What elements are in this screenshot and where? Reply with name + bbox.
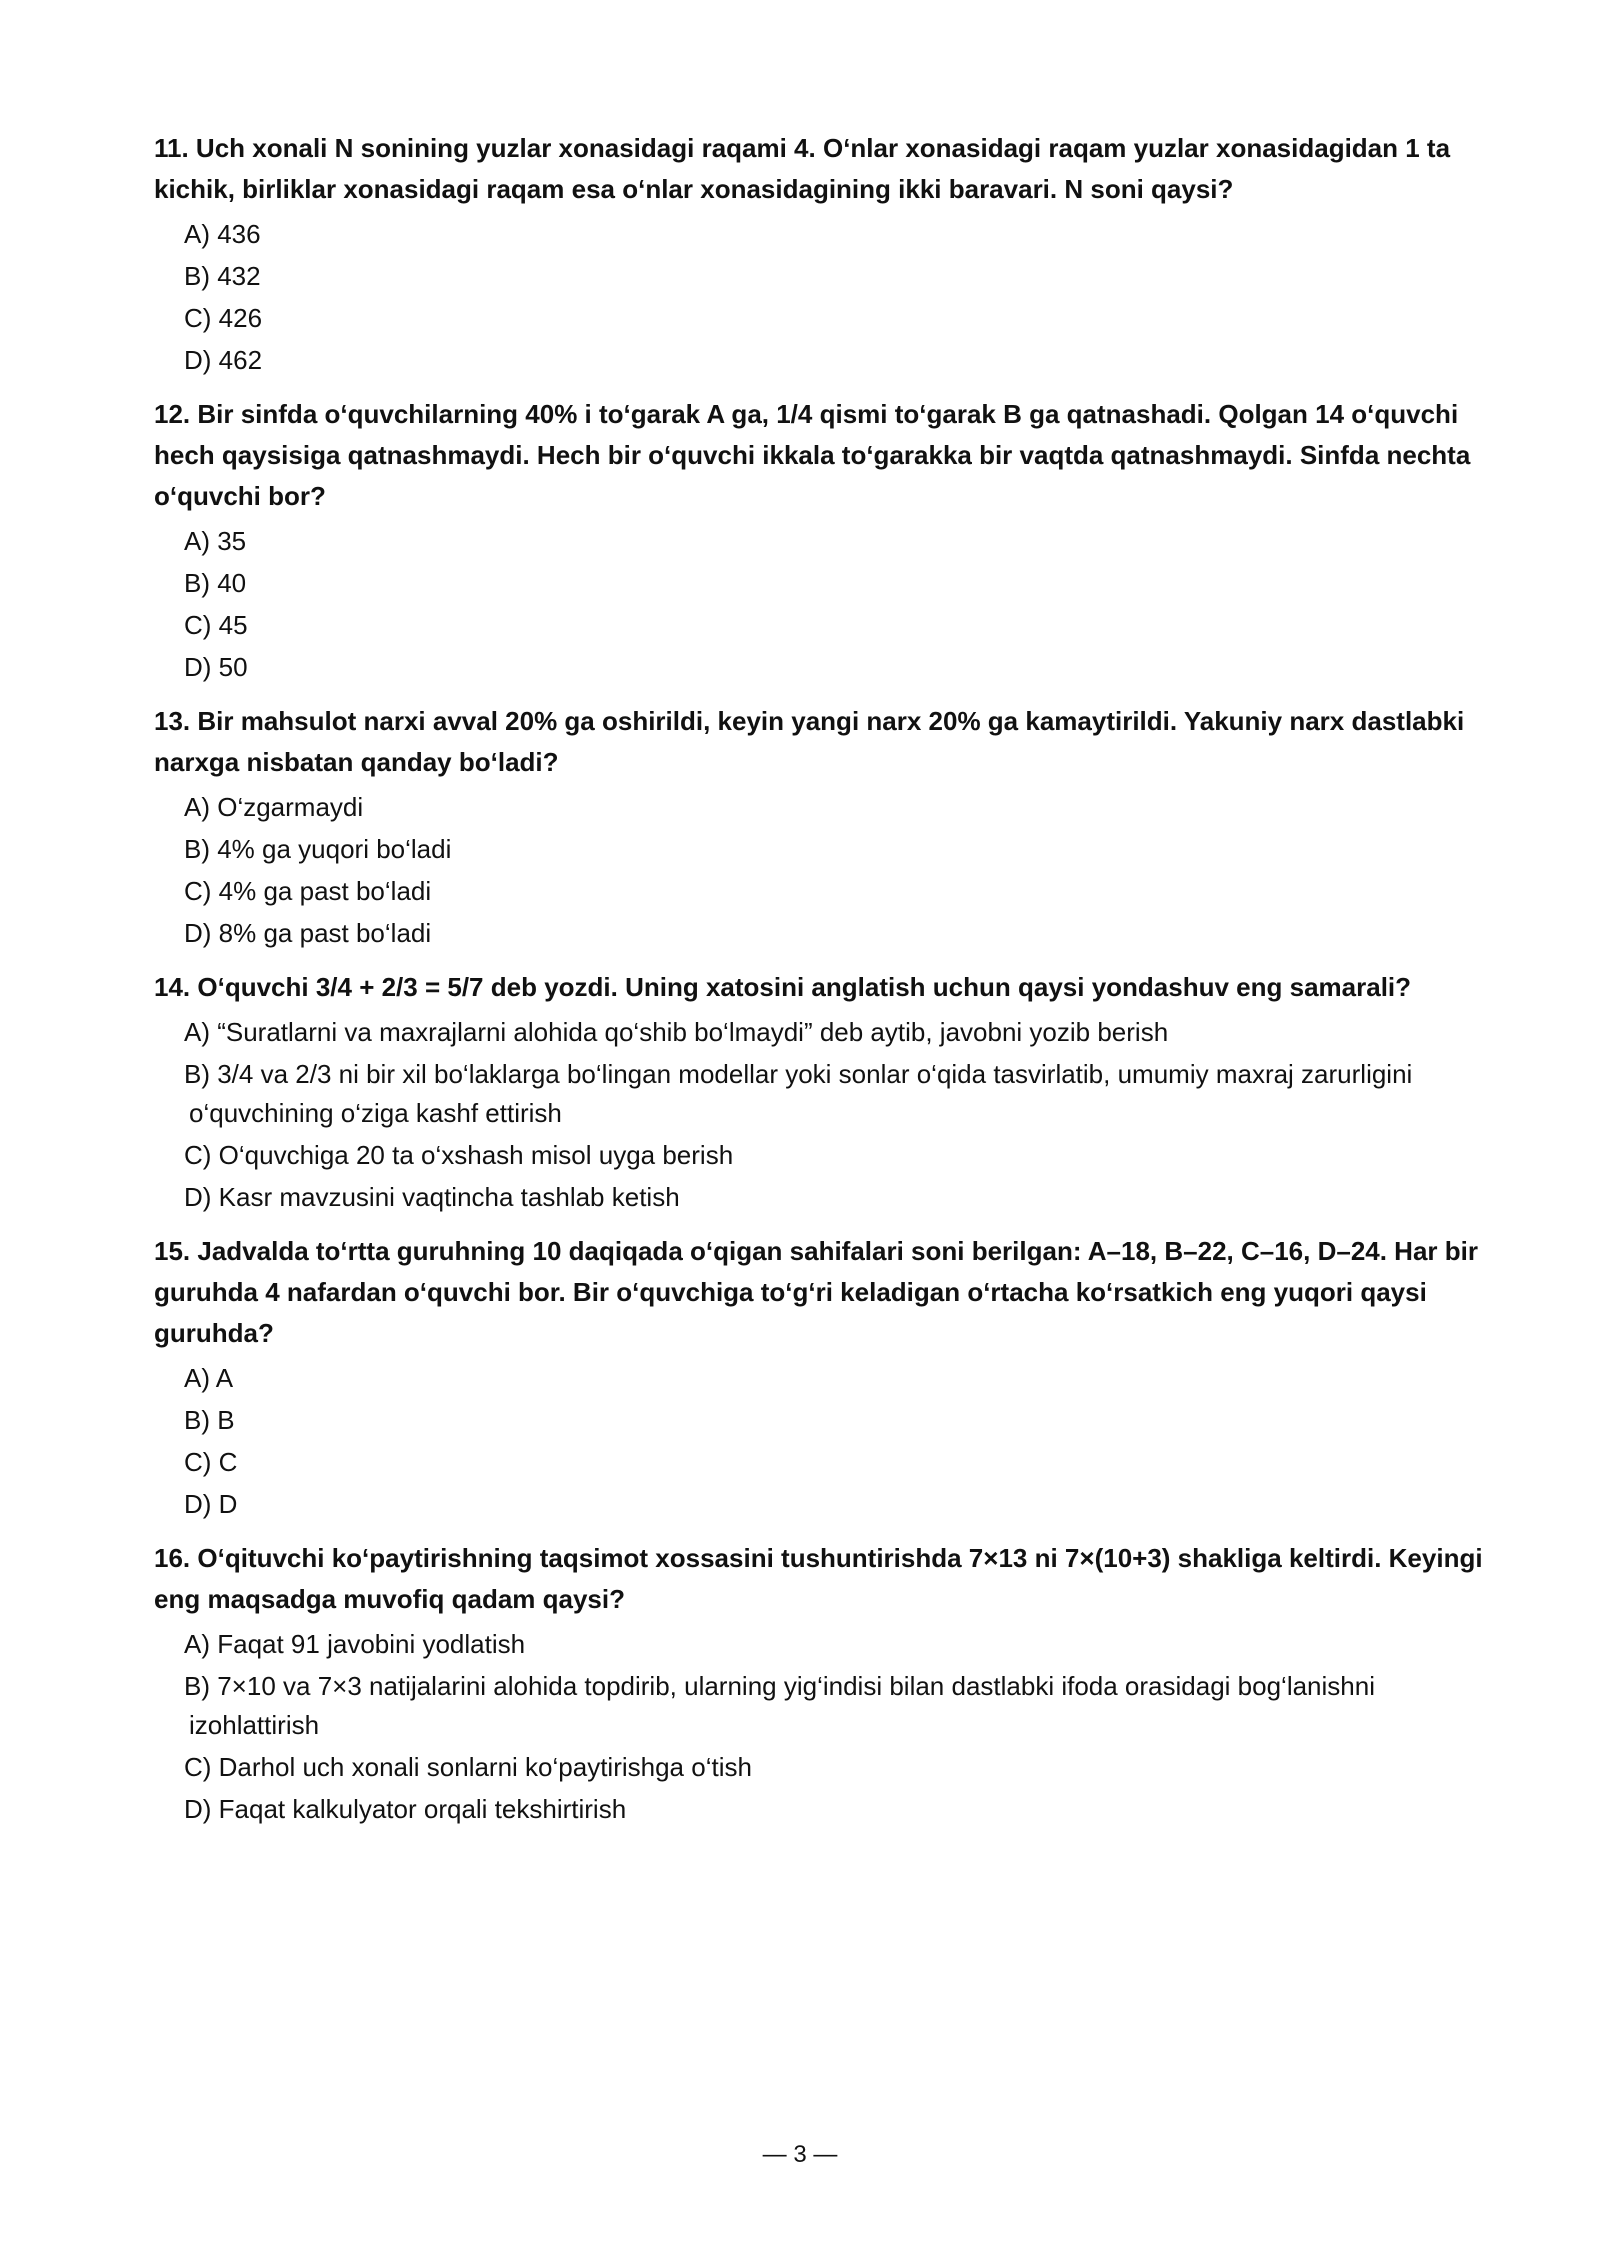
- question-text: 14. O‘quvchi 3/4 + 2/3 = 5/7 deb yozdi. Uning xatosini anglatish uchun qaysi yondashuv eng samarali?: [154, 972, 1412, 1002]
- option-list: [154, 788, 1484, 953]
- option-c: C) 4% ga past bo‘ladi: [184, 876, 432, 906]
- question-11: [154, 128, 1484, 380]
- question-16: [154, 1538, 1484, 1829]
- option-c: C) Darhol uch xonali sonlarni ko‘paytirishga o‘tish: [184, 1752, 752, 1782]
- option-b: B) 7×10 va 7×3 natijalarini alohida topdirib, ularning yig‘indisi bilan dastlabki ifoda orasidagi bog‘lanishni izohlattirish: [184, 1671, 1375, 1740]
- question-13: [154, 701, 1484, 953]
- option-a: A) Faqat 91 javobini yodlatish: [184, 1629, 526, 1659]
- option-a: A) 436: [184, 219, 261, 249]
- option-a: A) A: [184, 1363, 234, 1393]
- option-c: C) 45: [184, 610, 248, 640]
- option-a: A) “Suratlarni va maxrajlarni alohida qo‘shib bo‘lmaydi” deb aytib, javobni yozib berish: [184, 1017, 1169, 1047]
- question-14: [154, 967, 1484, 1217]
- option-a: A) O‘zgarmaydi: [184, 792, 364, 822]
- option-list: [154, 1625, 1484, 1829]
- option-b: B) 4% ga yuqori bo‘ladi: [184, 834, 452, 864]
- option-d: D) 462: [184, 345, 263, 375]
- option-b: B) 432: [184, 261, 261, 291]
- page-number: — 3 —: [762, 2141, 838, 2168]
- option-c: C) C: [184, 1447, 238, 1477]
- option-d: D) Faqat kalkulyator orqali tekshirtirish: [184, 1794, 627, 1824]
- question-text: 16. O‘qituvchi ko‘paytirishning taqsimot xossasini tushuntirishda 7×13 ni 7×(10+3) shakliga keltirdi. Keyingi eng maqsadga muvofiq qadam qaysi?: [154, 1543, 1483, 1614]
- question-12: [154, 394, 1484, 687]
- question-text: 15. Jadvalda to‘rtta guruhning 10 daqiqada o‘qigan sahifalari soni berilgan: A–18, B–22, C–16, D–24. Har bir guruhda 4 nafardan o‘quvchi bor. Bir o‘quvchiga to‘g‘ri keladigan o‘rtacha ko‘rsatkich eng yuqori qaysi guruhda?: [154, 1236, 1478, 1348]
- option-list: [154, 1359, 1484, 1524]
- question-text: 13. Bir mahsulot narxi avval 20% ga oshirildi, keyin yangi narx 20% ga kamaytirildi. Yakuniy narx dastlabki narxga nisbatan qanday bo‘ladi?: [154, 706, 1465, 777]
- option-c: C) 426: [184, 303, 263, 333]
- document-page: [154, 128, 1484, 1843]
- option-b: B) 3/4 va 2/3 ni bir xil bo‘laklarga bo‘lingan modellar yoki sonlar o‘qida tasvirlatib, umumiy maxraj zarurligini o‘quvchining o‘ziga kashf ettirish: [184, 1059, 1413, 1128]
- option-b: B) 40: [184, 568, 247, 598]
- option-list: [154, 215, 1484, 380]
- question-text: 11. Uch xonali N sonining yuzlar xonasidagi raqami 4. O‘nlar xonasidagi raqam yuzlar xonasidagidan 1 ta kichik, birliklar xonasidagi raqam esa o‘nlar xonasidagining ikki baravari. N soni qaysi?: [154, 133, 1451, 204]
- option-list: [154, 1013, 1484, 1217]
- question-15: [154, 1231, 1484, 1524]
- option-a: A) 35: [184, 526, 247, 556]
- option-b: B) B: [184, 1405, 235, 1435]
- option-d: D) Kasr mavzusini vaqtincha tashlab ketish: [184, 1182, 680, 1212]
- option-c: C) O‘quvchiga 20 ta o‘xshash misol uyga berish: [184, 1140, 734, 1170]
- option-d: D) 50: [184, 652, 248, 682]
- option-d: D) 8% ga past bo‘ladi: [184, 918, 432, 948]
- question-text: 12. Bir sinfda o‘quvchilarning 40% i to‘garak A ga, 1/4 qismi to‘garak B ga qatnashadi. Qolgan 14 o‘quvchi hech qaysisiga qatnashmaydi. Hech bir o‘quvchi ikkala to‘garakka bir vaqtda qatnashmaydi. Sinfda nechta o‘quvchi bor?: [154, 399, 1471, 511]
- option-list: [154, 522, 1484, 687]
- option-d: D) D: [184, 1489, 238, 1519]
